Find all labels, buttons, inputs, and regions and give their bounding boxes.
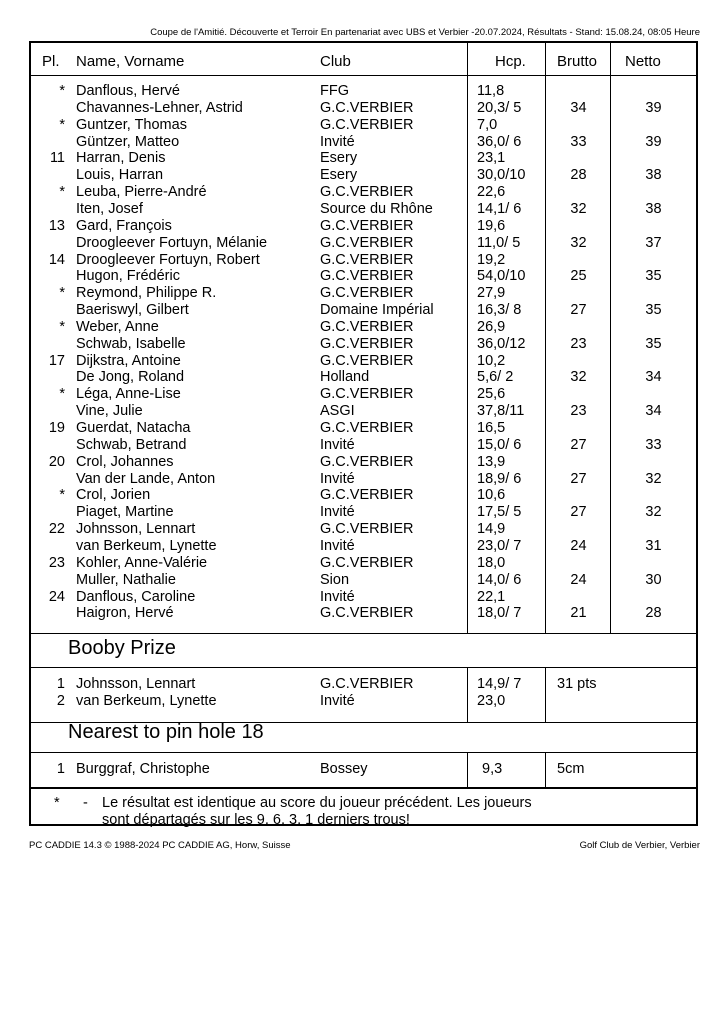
cell-pl: * [59,386,65,403]
table-row [31,605,696,622]
cell-hcp: 14,1/ 6 [477,200,522,217]
cell-pl: 22 [48,521,65,538]
header-separator [31,75,696,76]
table-row [31,134,696,151]
nearest-bottom-separator [31,787,696,789]
cell-netto: 39 [645,133,662,150]
cell-netto: 35 [645,268,662,285]
cell-brutto: 27 [570,302,587,319]
table-row [31,353,696,370]
cell-hcp: 27,9 [477,285,506,302]
table-row [31,761,696,778]
cell-brutto: 24 [570,537,587,554]
cell-name: Crol, Johannes [76,453,174,470]
cell-name: Kohler, Anne-Valérie [76,554,208,571]
cell-club: G.C.VERBIER [320,99,414,116]
table-row [31,572,696,589]
cell-hcp: 11,0/ 5 [477,234,521,251]
col-header-hcp: Hcp. [495,53,526,70]
cell-hcp: 18,0 [477,554,506,571]
cell-hcp: 37,8/11 [477,403,525,420]
cell-name: Danflous, Caroline [76,588,196,605]
cell-netto: 35 [645,335,662,352]
col-header-brutto: Brutto [557,53,598,70]
cell-name: Muller, Nathalie [76,571,176,588]
cell-hcp: 22,6 [477,184,506,201]
cell-club: G.C.VERBIER [320,251,414,268]
report-header: Coupe de l'Amitié. Découverte et Terroir En partenariat avec UBS et Verbier -20.07.2024, Résultats - Stand: 15.08.24, 08:05 Heure [150,27,700,38]
cell-club: G.C.VERBIER [320,487,414,504]
footer-left: PC CADDIE 14.3 © 1988-2024 PC CADDIE AG, Horw, Suisse [29,840,291,851]
cell-club: G.C.VERBIER [320,676,414,692]
cell-brutto: 25 [570,268,587,285]
cell-name: Vine, Julie [76,403,143,420]
cell-name: Gard, François [76,217,172,234]
cell-pl: * [59,184,65,201]
cell-brutto: 32 [570,369,587,386]
cell-club: G.C.VERBIER [320,268,414,285]
cell-brutto: 33 [570,133,587,150]
cell-club: G.C.VERBIER [320,453,414,470]
cell-pl: * [59,318,65,335]
cell-pl: 1 [56,761,65,777]
col-header-club: Club [320,53,351,70]
cell-netto: 38 [645,167,662,184]
cell-name: Iten, Josef [76,200,143,217]
cell-hcp: 16,5 [477,420,506,436]
nearest-to-pin-title: Nearest to pin hole 18 [68,721,264,743]
cell-club: G.C.VERBIER [320,335,414,352]
cell-club: Invité [320,436,355,453]
cell-pl: 19 [48,420,65,436]
cell-name: Droogleever Fortuyn, Mélanie [76,234,268,251]
cell-name: Haigron, Hervé [76,605,174,622]
cell-name: van Berkeum, Lynette [76,693,217,709]
cell-name: Baeriswyl, Gilbert [76,302,189,319]
cell-club: G.C.VERBIER [320,605,414,622]
cell-club: Invité [320,133,355,150]
cell-netto: 39 [645,99,662,116]
cell-netto: 38 [645,200,662,217]
cell-name: Piaget, Martine [76,504,174,521]
cell-name: De Jong, Roland [76,369,185,386]
cell-club: G.C.VERBIER [320,386,414,403]
cell-hcp: 26,9 [477,318,506,335]
table-row [31,201,696,218]
footnote-dash: - [83,795,88,811]
cell-name: Leuba, Pierre-André [76,184,207,201]
cell-hcp: 15,0/ 6 [477,436,522,453]
cell-hcp: 23,1 [477,150,506,167]
cell-name: Droogleever Fortuyn, Robert [76,251,260,268]
table-row [31,521,696,538]
cell-name: Crol, Jorien [76,487,151,504]
cell-club: Holland [320,369,370,386]
cell-hcp: 11,8 [477,83,505,99]
cell-hcp: 10,6 [477,487,506,504]
table-row [31,487,696,504]
results-frame [29,41,698,826]
results-bottom-separator [31,633,696,634]
footnote-mark: * [54,795,60,811]
booby-prize-title: Booby Prize [68,637,176,659]
cell-name: Johnsson, Lennart [76,521,196,538]
cell-club: Invité [320,693,355,709]
cell-club: Esery [320,167,358,184]
cell-pl: * [59,116,65,133]
cell-name: Reymond, Philippe R. [76,285,217,302]
table-row [31,184,696,201]
table-row [31,538,696,555]
cell-netto: 35 [645,302,662,319]
cell-club: Invité [320,470,355,487]
cell-club: G.C.VERBIER [320,318,414,335]
cell-hcp: 18,0/ 7 [477,605,522,622]
cell-name: Danflous, Hervé [76,83,180,99]
cell-pl: 13 [48,217,65,234]
cell-club: Invité [320,504,355,521]
cell-name: Guntzer, Thomas [76,116,187,133]
cell-pl: 11 [49,150,65,167]
cell-brutto: 24 [570,571,587,588]
table-row [31,504,696,521]
cell-hcp: 16,3/ 8 [477,302,522,319]
cell-club: G.C.VERBIER [320,184,414,201]
footer-right: Golf Club de Verbier, Verbier [579,840,700,851]
cell-netto: 28 [645,605,662,622]
cell-pl: * [59,285,65,302]
cell-brutto: 27 [570,504,587,521]
cell-name: Johnsson, Lennart [76,676,196,692]
cell-club: G.C.VERBIER [320,554,414,571]
cell-club: Invité [320,537,355,554]
cell-club: G.C.VERBIER [320,217,414,234]
cell-hcp: 19,6 [477,217,506,234]
cell-netto: 32 [645,504,662,521]
cell-pl: 24 [48,588,65,605]
cell-hcp: 14,9/ 7 [477,676,522,692]
cell-club: Domaine Impérial [320,302,434,319]
cell-brutto: 23 [570,335,587,352]
cell-hcp: 5,6/ 2 [477,369,514,386]
footnote-line-2: sont départagés sur les 9, 6, 3, 1 derniers trous! [102,812,410,828]
table-row [31,268,696,285]
table-row [31,218,696,235]
cell-club: FFG [320,83,349,99]
cell-name: Louis, Harran [76,167,164,184]
cell-club: Esery [320,150,358,167]
cell-name: Dijkstra, Antoine [76,352,181,369]
cell-hcp: 30,0/10 [477,167,526,184]
cell-name: Weber, Anne [76,318,159,335]
cell-hcp: 17,5/ 5 [477,504,522,521]
cell-hcp: 54,0/10 [477,268,526,285]
cell-netto: 33 [645,436,662,453]
cell-club: Sion [320,571,350,588]
nearest-title-separator [31,752,696,753]
cell-club: G.C.VERBIER [320,116,414,133]
cell-club: G.C.VERBIER [320,352,414,369]
cell-hcp: 7,0 [477,116,498,133]
cell-hcp: 14,0/ 6 [477,571,522,588]
cell-name: van Berkeum, Lynette [76,537,217,554]
cell-netto: 34 [645,403,662,420]
table-row [31,471,696,488]
col-header-netto: Netto [625,53,661,70]
table-row [31,676,696,693]
cell-hcp: 22,1 [477,588,506,605]
cell-pl: 23 [48,554,65,571]
cell-brutto: 27 [570,470,587,487]
table-row [31,693,696,710]
cell-brutto: 27 [570,436,587,453]
cell-netto: 37 [645,234,662,251]
cell-club: G.C.VERBIER [320,234,414,251]
table-row [31,252,696,269]
cell-hcp: 18,9/ 6 [477,470,522,487]
table-row [31,83,696,100]
cell-brutto: 23 [570,403,587,420]
table-row [31,150,696,167]
cell-netto: 34 [645,369,662,386]
cell-hcp: 25,6 [477,386,506,403]
cell-name: Chavannes-Lehner, Astrid [76,99,243,116]
cell-pl: * [59,487,65,504]
cell-hcp: 23,0/ 7 [477,537,522,554]
cell-hcp: 36,0/ 6 [477,133,522,150]
cell-name: Schwab, Isabelle [76,335,186,352]
table-row [31,369,696,386]
cell-club: G.C.VERBIER [320,285,414,302]
table-row [31,403,696,420]
cell-hcp: 13,9 [477,453,506,470]
table-row [31,437,696,454]
cell-hcp: 9,3 [482,761,503,777]
table-row [31,167,696,184]
booby-title-separator [31,667,696,668]
cell-name: Léga, Anne-Lise [76,386,181,403]
cell-name: Van der Lande, Anton [76,470,216,487]
table-row [31,235,696,252]
cell-netto: 30 [645,571,662,588]
cell-name: Guerdat, Natacha [76,420,191,436]
cell-name: Güntzer, Matteo [76,133,180,150]
cell-club: Invité [320,588,355,605]
cell-hcp: 36,0/12 [477,335,526,352]
cell-club: ASGI [320,403,355,420]
table-row [31,555,696,572]
table-row [31,386,696,403]
table-row [31,302,696,319]
cell-pl: 17 [48,352,65,369]
cell-hcp: 19,2 [477,251,506,268]
cell-name: Schwab, Betrand [76,436,187,453]
cell-hcp: 10,2 [477,352,506,369]
cell-brutto: 32 [570,234,587,251]
cell-netto: 32 [645,470,662,487]
cell-club: G.C.VERBIER [320,420,414,436]
cell-brutto: 28 [570,167,587,184]
cell-club: G.C.VERBIER [320,521,414,538]
cell-hcp: 14,9 [477,521,506,538]
cell-pl: 14 [48,251,65,268]
table-row [31,285,696,302]
cell-brutto: 34 [570,99,587,116]
table-row [31,420,696,437]
cell-pl: 20 [48,453,65,470]
cell-pl: * [59,83,65,99]
cell-name: Harran, Denis [76,150,166,167]
table-row [31,589,696,606]
footnote-line-1: Le résultat est identique au score du joueur précédent. Les joueurs [102,795,532,811]
cell-brutto: 31 pts [557,676,597,692]
cell-brutto: 5cm [557,761,585,777]
table-row [31,117,696,134]
col-header-pl: Pl. [42,53,60,70]
table-row [31,319,696,336]
table-row [31,100,696,117]
cell-brutto: 32 [570,200,587,217]
cell-club: Bossey [320,761,368,777]
cell-hcp: 20,3/ 5 [477,99,522,116]
col-header-name: Name, Vorname [76,53,185,70]
cell-brutto: 21 [570,605,587,622]
cell-name: Hugon, Frédéric [76,268,180,285]
cell-name: Burggraf, Christophe [76,761,210,777]
cell-pl: 1 [56,676,65,692]
cell-pl: 2 [56,693,65,709]
table-row [31,454,696,471]
cell-netto: 31 [645,537,662,554]
table-row [31,336,696,353]
cell-hcp: 23,0 [477,693,506,709]
cell-club: Source du Rhône [320,200,433,217]
